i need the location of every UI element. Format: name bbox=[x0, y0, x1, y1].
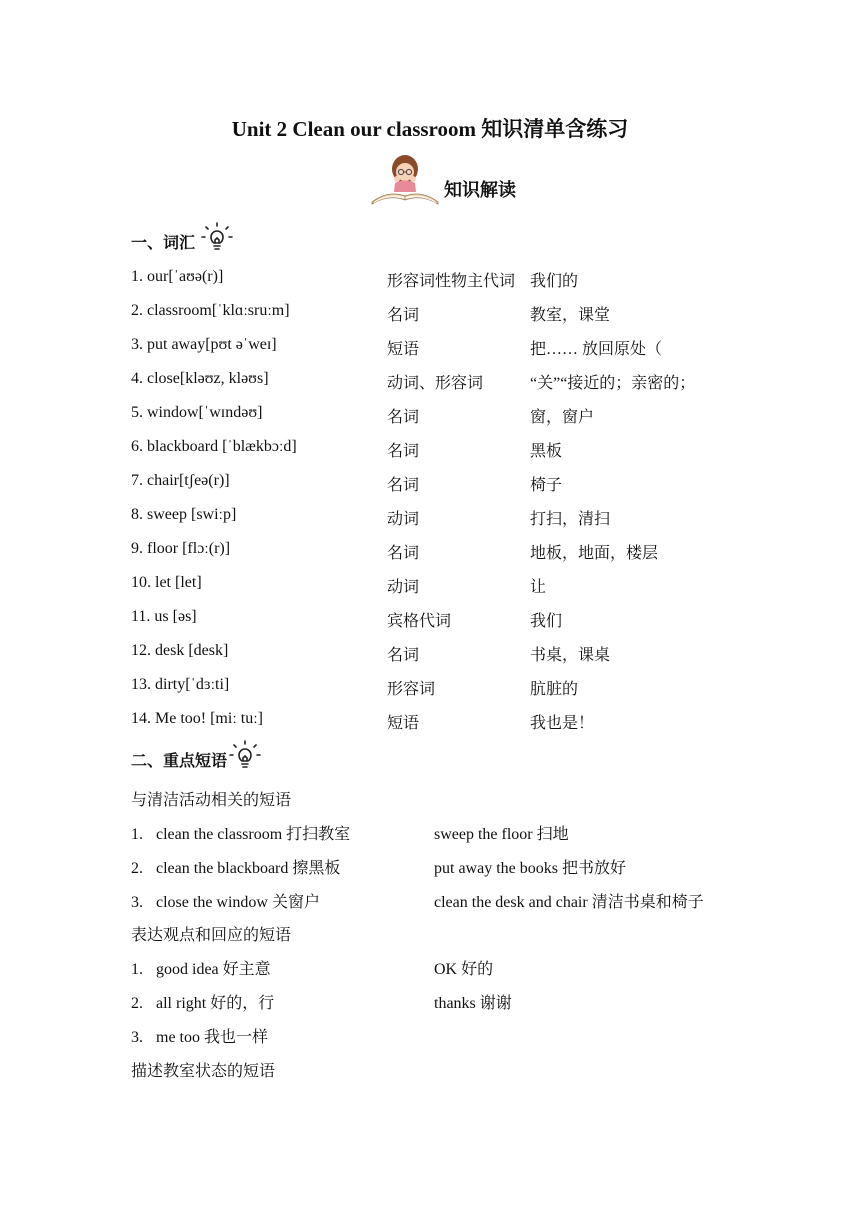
vocab-pos: 名词 bbox=[387, 545, 420, 562]
section-vocab-heading bbox=[131, 222, 233, 254]
vocab-meaning: 书桌，课桌 bbox=[530, 647, 611, 664]
vocab-word: 3. put away[pʊt əˈweɪ] bbox=[131, 336, 277, 353]
phrase-left-text: me too 我也一样 bbox=[156, 1029, 268, 1046]
phrase-number: 3. bbox=[131, 1029, 143, 1046]
phrase-number: 2. bbox=[131, 860, 143, 877]
phrase-number: 3. bbox=[131, 894, 143, 911]
phrase-right: sweep the floor 扫地 bbox=[434, 826, 569, 843]
section-vocab-title: 一、词汇 bbox=[131, 233, 196, 252]
phrase-group-title: 表达观点和回应的短语 bbox=[131, 927, 292, 944]
phrase-row bbox=[0, 889, 860, 913]
vocab-pos: 动词、形容词 bbox=[387, 375, 484, 392]
vocab-pos: 动词 bbox=[387, 511, 420, 528]
phrase-left-text: all right 好的，行 bbox=[156, 995, 275, 1012]
phrase-left-text: good idea 好主意 bbox=[156, 961, 271, 978]
vocab-word: 10. let [let] bbox=[131, 574, 202, 591]
phrase-row bbox=[0, 1024, 860, 1048]
banner-label: 知识解读 bbox=[444, 180, 516, 201]
page-title: Unit 2 Clean our classroom 知识清单含练习 bbox=[231, 117, 629, 141]
vocab-word: 14. Me too! [miː tuː] bbox=[131, 710, 263, 727]
vocab-pos: 短语 bbox=[387, 341, 420, 358]
vocab-row bbox=[0, 404, 860, 428]
section-phrases-heading bbox=[131, 740, 261, 772]
phrase-left-text: clean the blackboard 擦黑板 bbox=[156, 860, 341, 877]
vocab-word: 7. chair[tʃeə(r)] bbox=[131, 472, 230, 489]
phrase-row bbox=[0, 956, 860, 980]
vocab-pos: 名词 bbox=[387, 647, 420, 664]
vocab-meaning: 我们 bbox=[530, 613, 563, 630]
vocab-word: 8. sweep [swiːp] bbox=[131, 506, 237, 523]
phrase-left bbox=[131, 1024, 268, 1047]
vocab-row bbox=[0, 540, 860, 564]
vocab-word: 5. window[ˈwɪndəʊ] bbox=[131, 404, 263, 421]
vocab-meaning: 把…… 放回原处（ bbox=[530, 341, 663, 358]
vocab-row bbox=[0, 336, 860, 360]
vocab-meaning: 椅子 bbox=[530, 477, 563, 494]
vocab-row bbox=[0, 438, 860, 462]
vocab-meaning: 窗，窗户 bbox=[530, 409, 595, 426]
vocab-pos: 名词 bbox=[387, 307, 420, 324]
vocab-word: 1. our[ˈaʊə(r)] bbox=[131, 268, 224, 285]
vocab-pos: 动词 bbox=[387, 579, 420, 596]
vocab-pos: 名词 bbox=[387, 477, 420, 494]
vocab-meaning: 让 bbox=[530, 579, 547, 596]
phrase-number: 1. bbox=[131, 961, 143, 978]
girl-reading-icon bbox=[368, 152, 442, 206]
vocab-row bbox=[0, 676, 860, 700]
lightbulb-icon bbox=[229, 740, 261, 772]
vocab-pos: 名词 bbox=[387, 443, 420, 460]
phrase-number: 2. bbox=[131, 995, 143, 1012]
phrase-number: 1. bbox=[131, 826, 143, 843]
vocab-meaning: 打扫，清扫 bbox=[530, 511, 611, 528]
section-phrases-title: 二、重点短语 bbox=[131, 751, 228, 770]
phrase-group-title: 描述教室状态的短语 bbox=[131, 1063, 276, 1080]
vocab-word: 13. dirty[ˈdɜːti] bbox=[131, 676, 230, 693]
phrase-right: thanks 谢谢 bbox=[434, 995, 512, 1012]
vocab-word: 2. classroom[ˈklɑːsruːm] bbox=[131, 302, 290, 319]
vocab-word: 11. us [əs] bbox=[131, 608, 197, 625]
phrase-left bbox=[131, 855, 340, 878]
phrase-left-text: clean the classroom 打扫教室 bbox=[156, 826, 351, 843]
vocab-pos: 形容词性物主代词 bbox=[387, 273, 516, 290]
vocab-meaning: 黑板 bbox=[530, 443, 563, 460]
phrase-left bbox=[131, 889, 320, 912]
vocab-word: 4. close[kləʊz, kləʊs] bbox=[131, 370, 269, 387]
vocab-meaning: “关”“接近的；亲密的； bbox=[530, 375, 696, 392]
phrase-left-text: close the window 关窗户 bbox=[156, 894, 320, 911]
vocab-row bbox=[0, 506, 860, 530]
phrase-left bbox=[131, 990, 274, 1013]
phrase-row bbox=[0, 990, 860, 1014]
vocab-row bbox=[0, 302, 860, 326]
vocab-word: 12. desk [desk] bbox=[131, 642, 229, 659]
phrase-left bbox=[131, 821, 350, 844]
vocab-pos: 短语 bbox=[387, 715, 420, 732]
vocab-pos: 名词 bbox=[387, 409, 420, 426]
vocab-meaning: 我也是！ bbox=[530, 715, 595, 732]
phrase-left bbox=[131, 956, 271, 979]
vocab-word: 6. blackboard [ˈblækbɔːd] bbox=[131, 438, 297, 455]
lightbulb-icon bbox=[201, 222, 233, 254]
vocab-row bbox=[0, 574, 860, 598]
phrase-right: OK 好的 bbox=[434, 961, 494, 978]
phrase-right: clean the desk and chair 清洁书桌和椅子 bbox=[434, 894, 704, 911]
vocab-row bbox=[0, 642, 860, 666]
vocab-meaning: 我们的 bbox=[530, 273, 579, 290]
phrase-right: put away the books 把书放好 bbox=[434, 860, 626, 877]
vocab-row bbox=[0, 370, 860, 394]
vocab-meaning: 肮脏的 bbox=[530, 681, 579, 698]
vocab-row bbox=[0, 608, 860, 632]
vocab-meaning: 教室，课堂 bbox=[530, 307, 611, 324]
knowledge-banner bbox=[368, 152, 516, 206]
vocab-meaning: 地板，地面，楼层 bbox=[530, 545, 659, 562]
vocab-row bbox=[0, 710, 860, 734]
phrase-row bbox=[0, 821, 860, 845]
vocab-word: 9. floor [flɔː(r)] bbox=[131, 540, 231, 557]
phrase-row bbox=[0, 855, 860, 879]
vocab-row bbox=[0, 472, 860, 496]
vocab-row bbox=[0, 268, 860, 292]
vocab-pos: 宾格代词 bbox=[387, 613, 452, 630]
vocab-pos: 形容词 bbox=[387, 681, 436, 698]
phrase-group-title: 与清洁活动相关的短语 bbox=[131, 792, 292, 809]
